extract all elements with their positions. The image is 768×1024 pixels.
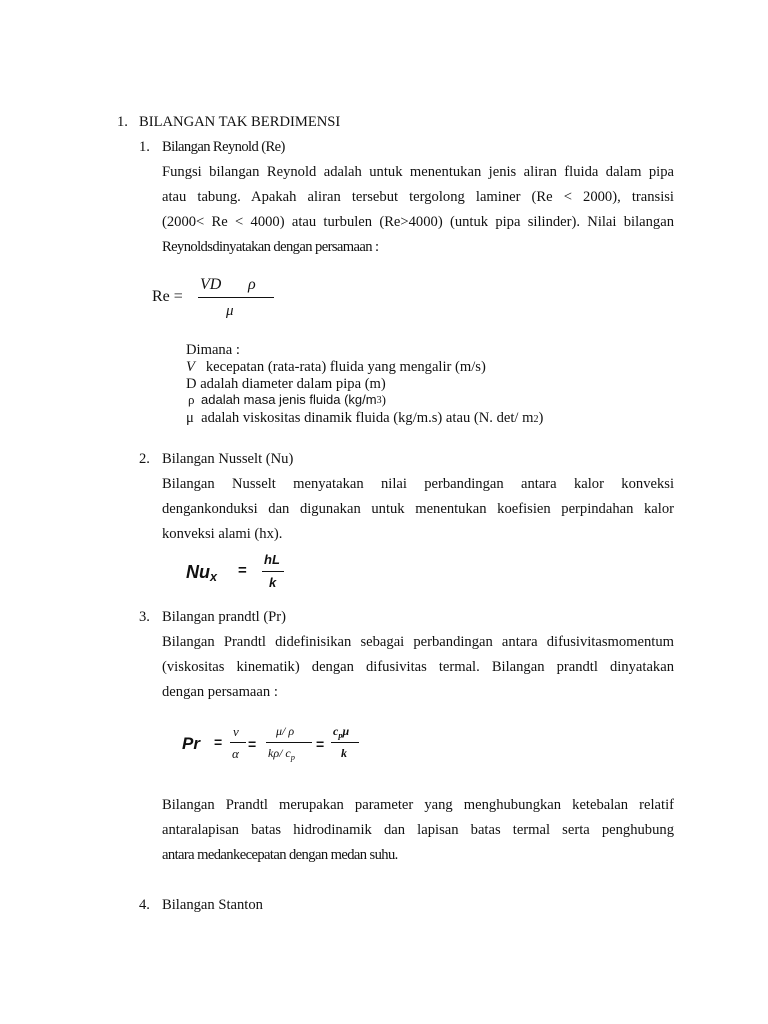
- equation-numerator: VD: [200, 276, 222, 293]
- nusselt-paragraph: [162, 472, 674, 547]
- tail: ): [538, 410, 544, 426]
- definition-text: D adalah diameter dalam pipa (m): [186, 376, 386, 392]
- superscript: 2: [533, 414, 539, 425]
- definition-text: adalah viskositas dinamik fluida (kg/m.s) atau (N. det/ m: [201, 410, 534, 426]
- stanton-heading: Bilangan Stanton: [162, 897, 263, 913]
- paragraph-line: Bilangan Prandtl didefinisikan sebagai perbandingan antara difusivitasmomentum: [162, 634, 674, 650]
- paragraph-line: Bilangan Nusselt menyatakan nilai perbandingan antara kalor konveksi: [162, 476, 674, 492]
- nusselt-equation: [186, 552, 296, 596]
- reynold-number: 1.: [139, 139, 150, 155]
- reynold-heading: Bilangan Reynold (Re): [162, 139, 285, 155]
- fraction-bar: [266, 742, 312, 743]
- prandtl-after-paragraph: [162, 793, 674, 868]
- equals-sign: =: [248, 736, 257, 752]
- fraction-bar: [230, 742, 246, 743]
- tail: ): [381, 392, 386, 407]
- paragraph-line: Reynoldsdinyatakan dengan persamaan :: [162, 239, 379, 255]
- paragraph-line: Fungsi bilangan Reynold adalah untuk menentukan jenis aliran fluida dalam pipa: [162, 164, 674, 180]
- equation-denominator: μ: [226, 303, 234, 319]
- equation-lhs: Re =: [152, 288, 183, 305]
- prandtl-paragraph: [162, 630, 674, 705]
- equation-numerator: hL: [264, 552, 280, 567]
- paragraph-line: dengan persamaan :: [162, 684, 278, 700]
- fraction1-numerator: ν: [233, 724, 239, 739]
- definition-velocity: [186, 358, 486, 376]
- superscript: 3: [376, 395, 382, 406]
- symbol: ρ: [188, 392, 195, 407]
- section-title: BILANGAN TAK BERDIMENSI: [139, 114, 341, 130]
- fraction-bar: [262, 571, 284, 572]
- nusselt-number: 2.: [139, 451, 150, 467]
- nusselt-heading: Bilangan Nusselt (Nu): [162, 451, 294, 467]
- fraction1-denominator: α: [232, 746, 239, 761]
- fraction-bar: [331, 742, 359, 743]
- reynold-equation: [152, 276, 282, 326]
- fraction2-numerator: μ/ ρ: [276, 724, 295, 738]
- paragraph-line: antara medankecepatan dengan medan suhu.: [162, 847, 398, 863]
- prandtl-number: 3.: [139, 609, 150, 625]
- definition-diameter: [186, 375, 386, 393]
- symbol: μ: [186, 410, 194, 426]
- paragraph-line: antaralapisan batas hidrodinamik dan lapisan batas termal serta penghubung: [162, 822, 674, 838]
- fraction-bar: [198, 297, 274, 298]
- paragraph-line: Bilangan Prandtl merupakan parameter yang menghubungkan ketebalan relatif: [162, 797, 674, 813]
- paragraph-line: konveksi alami (hx).: [162, 526, 283, 542]
- paragraph-line: (viskositas kinematik) dengan difusivitas termal. Bilangan prandtl dinyatakan: [162, 659, 674, 675]
- fraction2-denominator: kρ/ $c_p$: [268, 746, 295, 762]
- equation-numerator-rho: ρ: [248, 276, 256, 293]
- definition-viscosity: [186, 409, 543, 429]
- equals-sign: =: [214, 734, 223, 750]
- fraction3-numerator: $c_p\mu$: [333, 724, 350, 740]
- definition-density: [188, 392, 386, 408]
- prandtl-equation: [182, 724, 382, 768]
- prandtl-heading: Bilangan prandtl (Pr): [162, 609, 287, 625]
- section-number: 1.: [117, 114, 128, 130]
- paragraph-line: dengankonduksi dan digunakan untuk menentukan koefisien perpindahan kalor: [162, 501, 674, 517]
- paragraph-line: atau tabung. Apakah aliran tersebut tergolong laminer (Re < 2000), transisi: [162, 189, 674, 205]
- fraction3-denominator: k: [341, 746, 347, 760]
- definition-text: adalah masa jenis fluida (kg/m: [201, 392, 377, 407]
- equation-lhs: Pr: [182, 734, 200, 753]
- symbol: V: [186, 359, 195, 375]
- definition-text: kecepatan (rata-rata) fluida yang mengalir (m/s): [205, 359, 486, 375]
- where-title: Dimana :: [186, 342, 240, 358]
- equation-lhs: $Nu_x$: [186, 562, 218, 584]
- paragraph-line: (2000< Re < 4000) atau turbulen (Re>4000) (untuk pipa silinder). Nilai bilangan: [162, 214, 674, 230]
- equation-denominator: k: [269, 575, 277, 590]
- reynold-paragraph: [162, 160, 674, 260]
- stanton-number: 4.: [139, 897, 150, 913]
- equals-sign: =: [238, 562, 247, 579]
- equals-sign: =: [316, 736, 325, 752]
